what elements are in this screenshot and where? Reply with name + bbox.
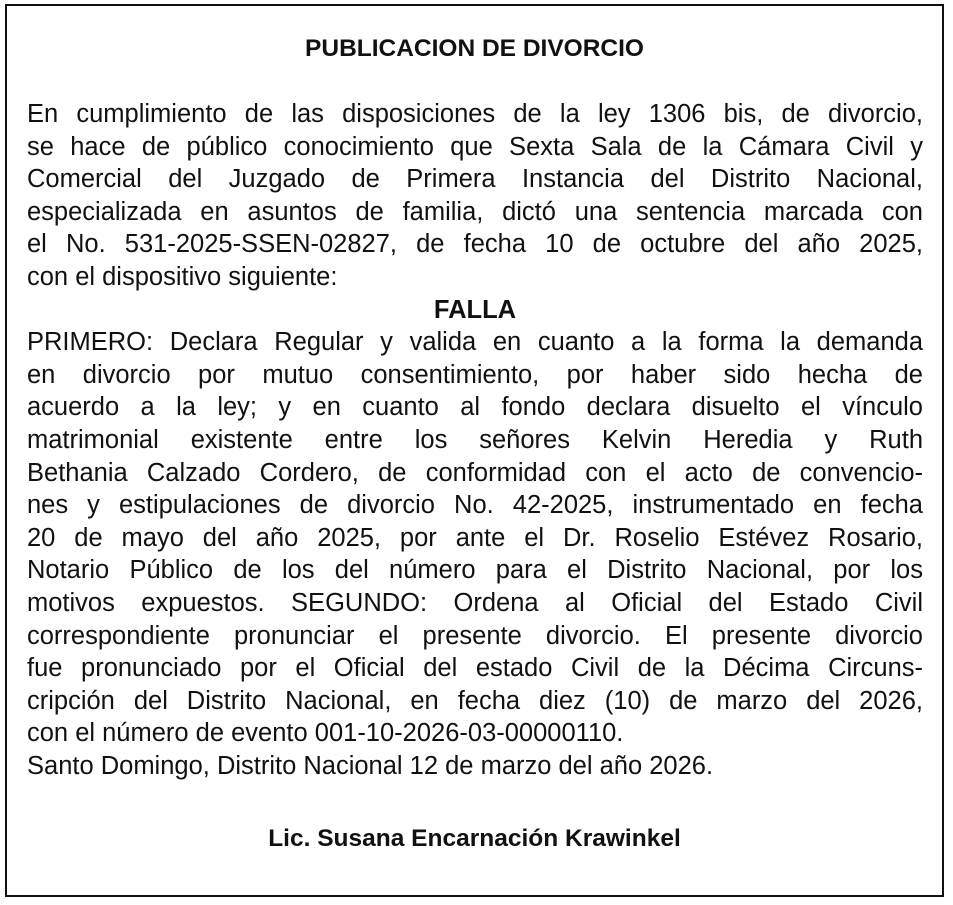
body-line: 20 de mayo del año 2025, por ante el Dr. Roselio Estévez Rosario, [27,523,923,552]
body-line: con el dispositivo siguiente: [27,262,338,291]
body-line: se hace de público conocimiento que Sexta Sala de la Cámara Civil y [27,132,923,161]
signature: Lic. Susana Encarnación Krawinkel [268,825,681,852]
body-line: especializada en asuntos de familia, dictó una sentencia marcada con [27,197,923,226]
body-line: nes y estipulaciones de divorcio No. 42-2025, instrumentado en fecha [27,491,923,520]
divorce-notice [5,4,944,897]
body-line: PRIMERO: Declara Regular y valida en cuanto a la forma la demanda [27,328,923,357]
body-line: correspondiente pronunciar el presente divorcio. El presente divorcio [27,621,923,650]
body-line: En cumplimiento de las disposiciones de la ley 1306 bis, de divorcio, [27,100,923,128]
body-line: Bethania Calzado Cordero, de conformidad con el acto de convencio- [27,458,923,487]
body-line: Notario Público de los del número para el Distrito Nacional, por los [27,556,923,585]
notice-title: PUBLICACION DE DIVORCIO [305,35,644,62]
body-line: acuerdo a la ley; y en cuanto al fondo declara disuelto el vínculo [27,393,923,422]
body-line: en divorcio por mutuo consentimiento, por haber sido hecha de [27,360,923,389]
notice-body [27,98,923,782]
body-line: con el número de evento 001-10-2026-03-00000110. [27,719,624,748]
body-line: cripción del Distrito Nacional, en fecha diez (10) de marzo del 2026, [27,686,923,715]
body-line: matrimonial existente entre los señores Kelvin Heredia y Ruth [27,425,923,454]
body-line: motivos expuestos. SEGUNDO: Ordena al Oficial del Estado Civil [27,588,923,617]
body-line: Santo Domingo, Distrito Nacional 12 de marzo del año 2026. [27,751,714,780]
falla-heading: FALLA [433,295,517,324]
body-line: Comercial del Juzgado de Primera Instancia del Distrito Nacional, [27,165,923,194]
body-line: fue pronunciado por el Oficial del estado Civil de la Décima Circuns- [27,654,923,683]
body-line: el No. 531-2025-SSEN-02827, de fecha 10 de octubre del año 2025, [27,230,923,259]
